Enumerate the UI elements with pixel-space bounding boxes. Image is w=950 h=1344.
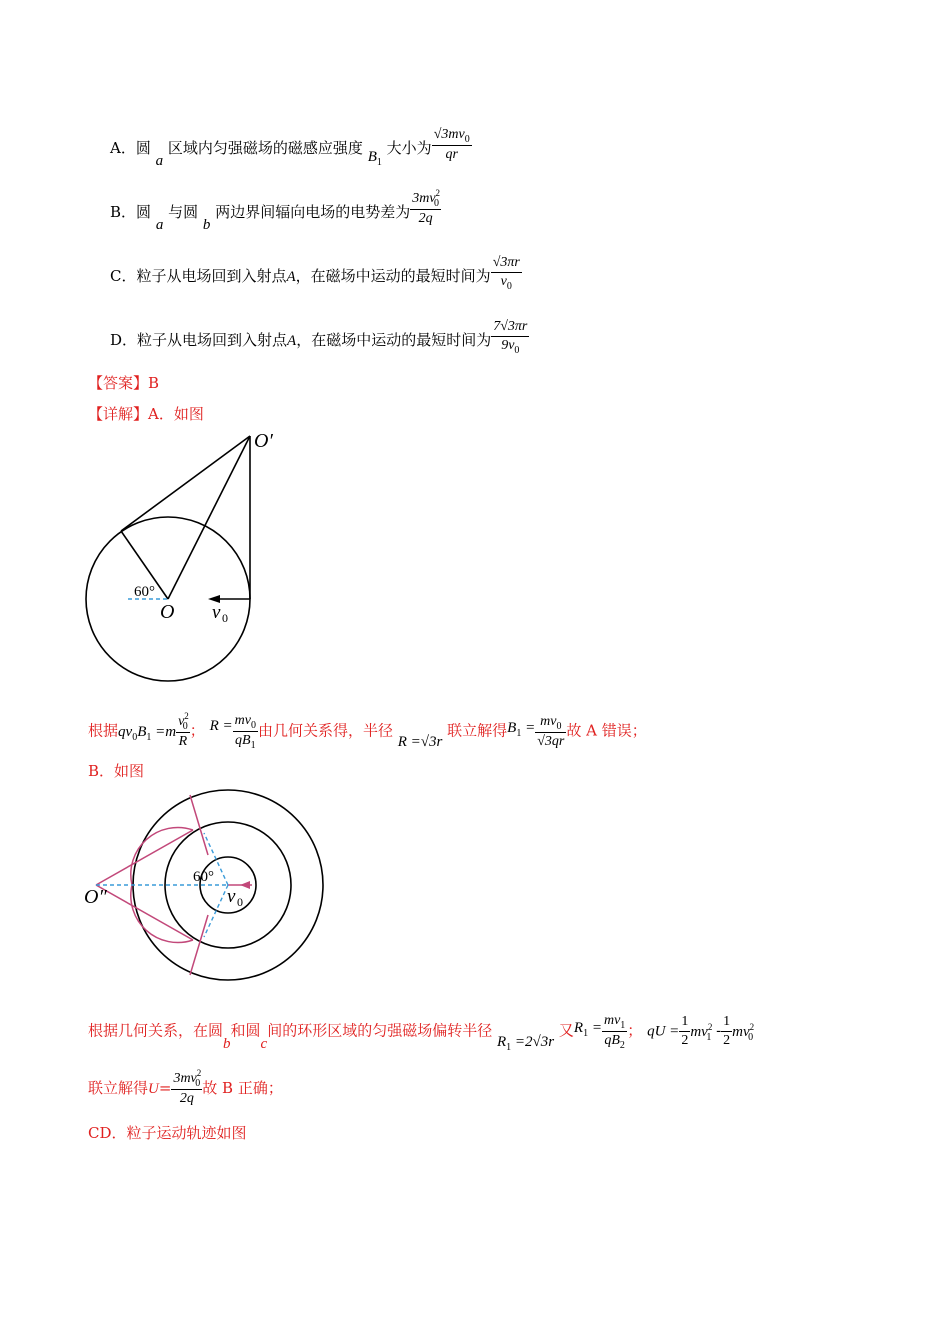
option-c: C．粒子从电场回到入射点A，在磁场中运动的最短时间为 $\frac{√3\pi r}{v_0}$ — [110, 255, 520, 292]
fig1-label-angle: 60° — [134, 584, 155, 600]
fig1-label-oprime: O′ — [254, 430, 273, 452]
fig2-arrow-head — [240, 881, 250, 889]
fig1-label-v0sub: 0 — [222, 611, 228, 625]
figure-1 — [80, 425, 300, 685]
figure-2 — [80, 785, 330, 985]
fig2-radial-upper — [190, 795, 208, 855]
fig2-label-angle: 60° — [193, 869, 214, 885]
fig1-tangent — [121, 436, 250, 531]
equation-line-1: 根据$qv_0B_1 =m$ $\frac{v^2_0}{R}$ ； R = $\frac{mv_0}{qB_1}$ 由几何关系得，半径 R =√3r 联立解得$B_1$ = $\frac{mv_0}{√3qr}$ 故 A 错误； — [88, 710, 647, 751]
fig2-label-v0sub: 0 — [237, 895, 243, 909]
equation-line-3: 联立解得U= $\frac{3mv^2_0}{2q}$ 故 B 正确； — [88, 1068, 283, 1106]
fig2-label-odprime: O″ — [84, 886, 107, 908]
fig1-label-v0: v — [212, 602, 221, 623]
option-a: A．圆 a 区域内匀强磁场的磁感应强度 $B_1$ 大小为 $\frac{√3mv_0}{qr}$ — [110, 127, 470, 169]
part-b-intro: B．如图 — [88, 762, 145, 780]
part-cd-intro: CD．粒子运动轨迹如图 — [88, 1124, 247, 1142]
answer-line: 【答案】B — [88, 374, 160, 392]
fig2-radial-lower — [190, 915, 208, 975]
option-d: D．粒子从电场回到入射点A，在磁场中运动的最短时间为 $\frac{7√3\pi r}{9v_0}$ — [110, 319, 528, 356]
detail-line: 【详解】A．如图 — [88, 405, 204, 423]
option-b: B．圆 a 与圆 b 两边界间辐向电场的电势差为 $\frac{3mv^2_0}{2q}$ — [110, 188, 441, 233]
fig2-dashed-lower — [204, 885, 228, 937]
fig2-label-v0: v — [227, 886, 236, 907]
fig1-label-o: O — [160, 601, 175, 623]
equation-line-2: 根据几何关系，在圆b和圆c间的环形区域的匀强磁场偏转半径 $R_1 =2√3r$ 又$R_1$ = $\frac{mv_1}{qB_2}$ ； qU = $\frac{1}{2}$ $mv^2_1$ - $\frac{1}{2}$ $mv^2_0$ — [88, 1013, 755, 1053]
